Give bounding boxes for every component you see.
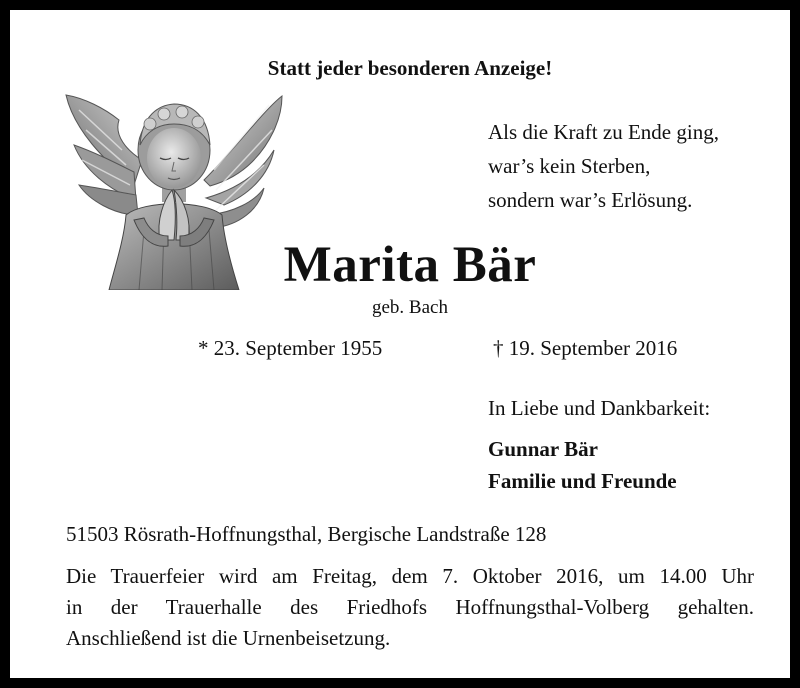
ceremony-line: Die Trauerfeier wird am Freitag, dem 7. Oktober 2016, um 14.00 Uhr — [66, 564, 754, 588]
thanks-line: In Liebe und Dankbarkeit: — [488, 396, 711, 420]
maiden-name: geb. Bach — [372, 297, 448, 318]
deceased-name: Marita Bär — [283, 237, 537, 293]
mourner-name: Gunnar Bär — [488, 437, 598, 461]
mourner-name: Familie und Freunde — [488, 469, 677, 493]
ceremony-text — [66, 561, 754, 654]
address: 51503 Rösrath-Hoffnungsthal, Bergische Landstraße 128 — [66, 522, 547, 546]
birth-date: * 23. September 1955 — [198, 336, 383, 360]
mourners — [488, 433, 677, 497]
poem-line: sondern war’s Erlösung. — [488, 188, 693, 212]
poem — [488, 115, 719, 217]
poem-line: war’s kein Sterben, — [488, 154, 651, 178]
ceremony-line: Anschließend ist die Urnenbeisetzung. — [66, 626, 391, 650]
notice-header: Statt jeder besonderen Anzeige! — [267, 56, 553, 80]
poem-line: Als die Kraft zu Ende ging, — [488, 120, 719, 144]
death-date: † 19. September 2016 — [493, 336, 678, 360]
ceremony-line: in der Trauerhalle des Friedhofs Hoffnungsthal-Volberg gehalten. — [66, 595, 754, 619]
